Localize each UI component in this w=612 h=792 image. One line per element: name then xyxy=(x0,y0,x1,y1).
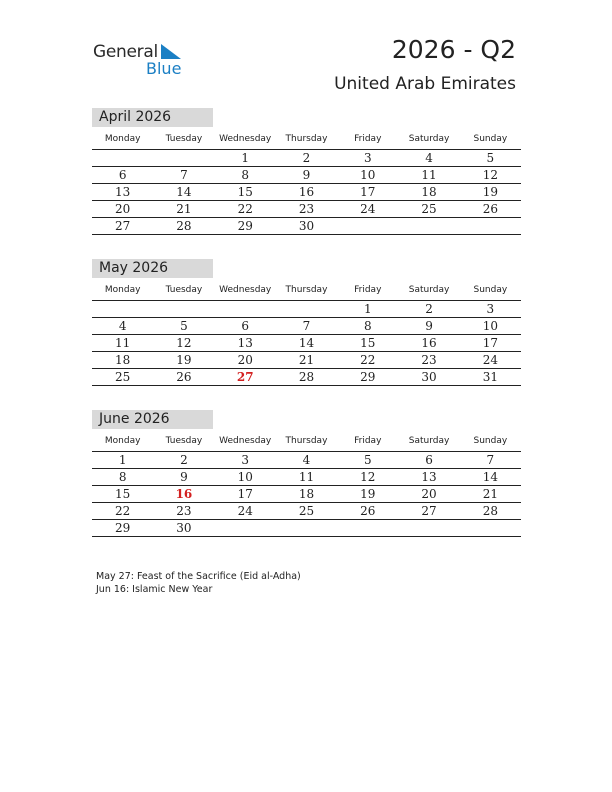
day-cell: 15 xyxy=(115,487,131,501)
day-cell: 11 xyxy=(421,168,437,182)
day-cell: 25 xyxy=(115,370,131,384)
day-cell: 29 xyxy=(237,219,253,233)
day-cell: 14 xyxy=(298,336,315,350)
day-cell: 2 xyxy=(425,302,433,316)
day-cell: 17 xyxy=(360,185,376,199)
day-cell: 5 xyxy=(363,453,372,467)
week-row xyxy=(92,184,521,201)
day-cell: 12 xyxy=(176,336,192,350)
day-cell: 5 xyxy=(486,151,495,165)
day-cell: 1 xyxy=(241,151,250,165)
brand-name-general: General xyxy=(93,42,158,62)
day-cell: 9 xyxy=(302,168,311,182)
day-cell: 31 xyxy=(482,370,498,384)
day-cell: 2 xyxy=(302,151,311,165)
day-cell: 17 xyxy=(482,336,498,350)
weekday-header-row xyxy=(92,281,521,301)
day-cell: 3 xyxy=(241,453,250,467)
day-cell: 15 xyxy=(237,185,253,199)
day-cell: 18 xyxy=(421,185,437,199)
brand-flag-icon xyxy=(161,44,183,60)
day-cell xyxy=(153,150,214,166)
day-cell: 22 xyxy=(237,202,253,216)
day-cell: 4 xyxy=(302,453,311,467)
weekday-name: Tuesday xyxy=(165,436,203,446)
day-cell: 6 xyxy=(118,168,127,182)
weekday-name: Wednesday xyxy=(219,134,272,144)
weekday-name: Friday xyxy=(354,134,382,144)
weekday-name: Thursday xyxy=(285,134,328,144)
month-title: June 2026 xyxy=(92,410,213,429)
weekday-name: Friday xyxy=(354,285,382,295)
week-row xyxy=(92,352,521,369)
weekday-name: Wednesday xyxy=(219,436,272,446)
day-cell: 19 xyxy=(360,487,376,501)
month-block xyxy=(92,410,521,537)
day-cell: 8 xyxy=(363,319,372,333)
day-cell: 14 xyxy=(176,185,192,199)
week-row xyxy=(92,218,521,235)
day-cell: 16 xyxy=(298,185,315,199)
weekday-name: Wednesday xyxy=(219,285,272,295)
day-cell: 14 xyxy=(482,470,498,484)
week-row xyxy=(92,318,521,335)
weekday-name: Thursday xyxy=(285,285,328,295)
day-cell: 21 xyxy=(176,202,192,216)
day-cell: 24 xyxy=(482,353,498,367)
weekday-name: Monday xyxy=(104,285,141,295)
day-cell: 19 xyxy=(482,185,498,199)
week-row xyxy=(92,469,521,486)
day-cell xyxy=(92,301,153,317)
day-cell: 6 xyxy=(425,453,433,467)
day-cell xyxy=(215,520,276,536)
holiday-note: May 27: Feast of the Sacrifice (Eid al-Adha) xyxy=(96,571,301,582)
day-cell: 13 xyxy=(237,336,253,350)
day-cell: 12 xyxy=(360,470,376,484)
weekday-name: Saturday xyxy=(408,436,450,446)
day-cell: 23 xyxy=(298,202,315,216)
day-cell: 17 xyxy=(237,487,253,501)
week-row xyxy=(92,520,521,537)
day-cell: 6 xyxy=(241,319,250,333)
day-cell: 27 xyxy=(421,504,437,518)
day-cell: 11 xyxy=(115,336,131,350)
day-cell xyxy=(276,301,337,317)
weekday-name: Sunday xyxy=(473,436,508,446)
week-row xyxy=(92,201,521,218)
day-cell: 4 xyxy=(425,151,433,165)
week-row xyxy=(92,335,521,352)
day-cell: 19 xyxy=(176,353,192,367)
week-row xyxy=(92,503,521,520)
day-cell xyxy=(398,218,459,234)
day-cell: 8 xyxy=(241,168,250,182)
day-cell: 24 xyxy=(360,202,376,216)
month-block xyxy=(92,108,521,235)
day-cell: 22 xyxy=(360,353,376,367)
day-cell: 1 xyxy=(363,302,372,316)
day-cell: 30 xyxy=(298,219,315,233)
day-cell xyxy=(337,520,398,536)
week-row xyxy=(92,369,521,386)
holiday-notes xyxy=(96,570,301,596)
day-cell: 13 xyxy=(115,185,131,199)
day-cell: 10 xyxy=(482,319,498,333)
brand-name-blue: Blue xyxy=(146,59,182,78)
day-cell: 26 xyxy=(360,504,376,518)
day-cell: 18 xyxy=(115,353,131,367)
day-cell: 10 xyxy=(360,168,376,182)
day-cell: 9 xyxy=(180,470,188,484)
week-row xyxy=(92,486,521,503)
week-row xyxy=(92,150,521,167)
weekday-name: Saturday xyxy=(408,285,450,295)
day-cell: 21 xyxy=(298,353,315,367)
day-cell: 27 xyxy=(236,370,254,384)
day-cell: 5 xyxy=(180,319,188,333)
day-cell: 8 xyxy=(118,470,127,484)
month-block xyxy=(92,259,521,386)
weekday-name: Friday xyxy=(354,436,382,446)
day-cell: 20 xyxy=(421,487,437,501)
day-cell: 27 xyxy=(115,219,131,233)
day-cell xyxy=(153,301,214,317)
week-row xyxy=(92,452,521,469)
day-cell: 25 xyxy=(298,504,315,518)
day-cell: 3 xyxy=(363,151,372,165)
day-cell: 2 xyxy=(180,453,188,467)
day-cell: 3 xyxy=(486,302,495,316)
page-title: 2026 - Q2 xyxy=(391,35,516,64)
day-cell: 28 xyxy=(298,370,315,384)
day-cell: 28 xyxy=(482,504,498,518)
day-cell xyxy=(337,218,398,234)
weekday-name: Sunday xyxy=(473,285,508,295)
day-cell: 18 xyxy=(298,487,315,501)
day-cell xyxy=(92,150,153,166)
day-cell: 21 xyxy=(482,487,498,501)
day-cell: 11 xyxy=(298,470,315,484)
day-cell xyxy=(215,301,276,317)
day-cell: 16 xyxy=(175,487,193,501)
day-cell: 28 xyxy=(176,219,192,233)
day-cell: 1 xyxy=(118,453,127,467)
day-cell: 22 xyxy=(115,504,131,518)
weekday-header-row xyxy=(92,130,521,150)
day-cell xyxy=(398,520,459,536)
day-cell xyxy=(276,520,337,536)
weekday-name: Tuesday xyxy=(165,285,203,295)
day-cell: 30 xyxy=(421,370,437,384)
day-cell: 7 xyxy=(180,168,188,182)
weekday-name: Monday xyxy=(104,134,141,144)
weekday-name: Saturday xyxy=(408,134,450,144)
day-cell: 20 xyxy=(237,353,253,367)
day-cell: 20 xyxy=(115,202,131,216)
week-row xyxy=(92,167,521,184)
month-title: May 2026 xyxy=(92,259,213,278)
day-cell xyxy=(460,218,521,234)
day-cell: 12 xyxy=(482,168,498,182)
day-cell: 15 xyxy=(360,336,376,350)
day-cell: 23 xyxy=(421,353,437,367)
day-cell: 10 xyxy=(237,470,253,484)
weekday-name: Monday xyxy=(104,436,141,446)
weekday-header-row xyxy=(92,432,521,452)
day-cell: 16 xyxy=(421,336,437,350)
day-cell: 7 xyxy=(486,453,495,467)
day-cell: 4 xyxy=(118,319,127,333)
day-cell: 29 xyxy=(115,521,131,535)
country-name: United Arab Emirates xyxy=(334,74,516,94)
day-cell xyxy=(460,520,521,536)
weekday-name: Thursday xyxy=(285,436,328,446)
day-cell: 7 xyxy=(302,319,311,333)
day-cell: 23 xyxy=(176,504,192,518)
day-cell: 25 xyxy=(421,202,437,216)
day-cell: 29 xyxy=(360,370,376,384)
day-cell: 9 xyxy=(425,319,433,333)
weekday-name: Sunday xyxy=(473,134,508,144)
weekday-name: Tuesday xyxy=(165,134,203,144)
day-cell: 13 xyxy=(421,470,437,484)
day-cell: 26 xyxy=(176,370,192,384)
holiday-note: Jun 16: Islamic New Year xyxy=(96,584,213,595)
day-cell: 30 xyxy=(176,521,192,535)
month-title: April 2026 xyxy=(92,108,213,127)
week-row xyxy=(92,301,521,318)
day-cell: 24 xyxy=(237,504,253,518)
brand-logo xyxy=(93,40,193,80)
day-cell: 26 xyxy=(482,202,498,216)
